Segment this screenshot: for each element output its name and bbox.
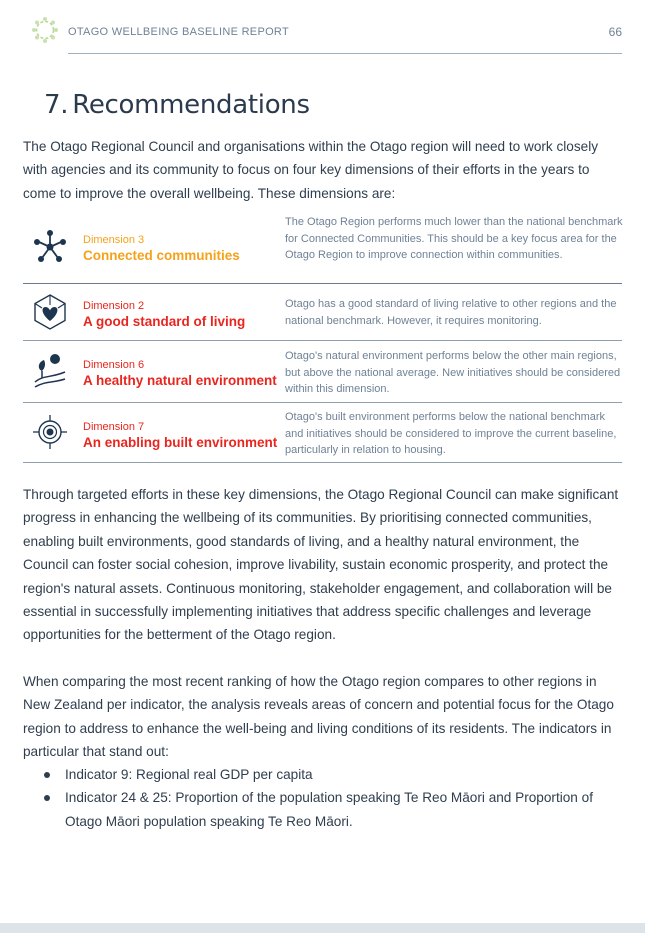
section-title: Recommendations: [72, 90, 310, 120]
dimensions-table: [23, 211, 622, 463]
target-icon: [31, 413, 69, 451]
dimension-label: [83, 358, 277, 390]
heart-hexagon-icon: [31, 293, 69, 331]
network-icon: [31, 228, 69, 266]
list-item-text: Indicator 9: Regional real GDP per capita: [65, 767, 313, 782]
dimension-row: [23, 403, 622, 463]
list-item-text: Indicator 24 & 25: Proportion of the population speaking Te Reo Māori and Proportion of Otago Māori population speaking Te Reo Māori.: [65, 790, 593, 829]
bullet-icon: [44, 795, 50, 801]
dimension-number: Dimension 2: [83, 300, 145, 312]
dimension-number: Dimension 7: [83, 421, 145, 433]
dimension-name: An enabling built environment: [83, 435, 278, 450]
dimension-number: Dimension 6: [83, 359, 145, 371]
page-header: [0, 0, 645, 60]
list-item: [23, 763, 623, 786]
bullet-icon: [44, 772, 50, 778]
body-paragraph: Through targeted efforts in these key dimensions, the Otago Regional Council can make significant progress in enhancing the wellbeing of its communities. By prioritising connected communities, enabling built environments, good standards of living, and a healthy natural environment, the Council can foster social cohesion, improve livability, sustain economic prosperity, and protect the region's natural assets. Continuous monitoring, stakeholder engagement, and collaboration will be essential in successfully implementing initiatives that address specific challenges and leverage opportunities for the betterment of the Otago region.: [23, 487, 619, 643]
section-heading: [44, 90, 310, 120]
dimension-name: A good standard of living: [83, 314, 246, 329]
dimension-label: [83, 420, 277, 452]
dimension-description: The Otago Region performs much lower than the national benchmark for Connected Communities. This should be a key focus area for the Otago Region to improve connection within communities.: [285, 216, 623, 262]
header-divider: [68, 53, 622, 54]
footer-band: [0, 923, 645, 933]
list-item: [23, 786, 623, 833]
dimension-number: Dimension 3: [83, 234, 145, 246]
body-paragraph: When comparing the most recent ranking of how the Otago region compares to other regions in New Zealand per indicator, the analysis reveals areas of concern and potential focus for the Otago region to address to enhance the well-being and living conditions of its residents. The indicators in particular that stand out:: [23, 674, 614, 760]
report-logo-icon: [31, 16, 59, 44]
report-title: OTAGO WELLBEING BASELINE REPORT: [68, 26, 290, 38]
dimension-description: Otago's natural environment performs below the other main regions, but above the national average. New initiatives should be considered within this dimension.: [285, 350, 621, 396]
page-number: 66: [608, 25, 622, 39]
dimension-label: [83, 233, 240, 265]
dimension-row: [23, 341, 622, 403]
dimension-name: Connected communities: [83, 248, 240, 263]
dimension-label: [83, 299, 245, 331]
dimension-description: Otago has a good standard of living relative to other regions and the national benchmark. However, it requires monitoring.: [285, 298, 617, 327]
dimension-name: A healthy natural environment: [83, 373, 277, 388]
indicator-list: [23, 763, 623, 833]
nature-icon: [31, 352, 69, 390]
dimension-row: [23, 211, 622, 284]
intro-paragraph: The Otago Regional Council and organisations within the Otago region will need to work closely with agencies and its community to focus on four key dimensions of their efforts in the years to come to improve the overall wellbeing. These dimensions are:: [23, 139, 599, 201]
dimension-row: [23, 284, 622, 341]
dimension-description: Otago's built environment performs below the national benchmark and initiatives should be considered to improve the current baseline, particularly in relation to housing.: [285, 411, 617, 457]
section-number: 7.: [44, 90, 69, 120]
